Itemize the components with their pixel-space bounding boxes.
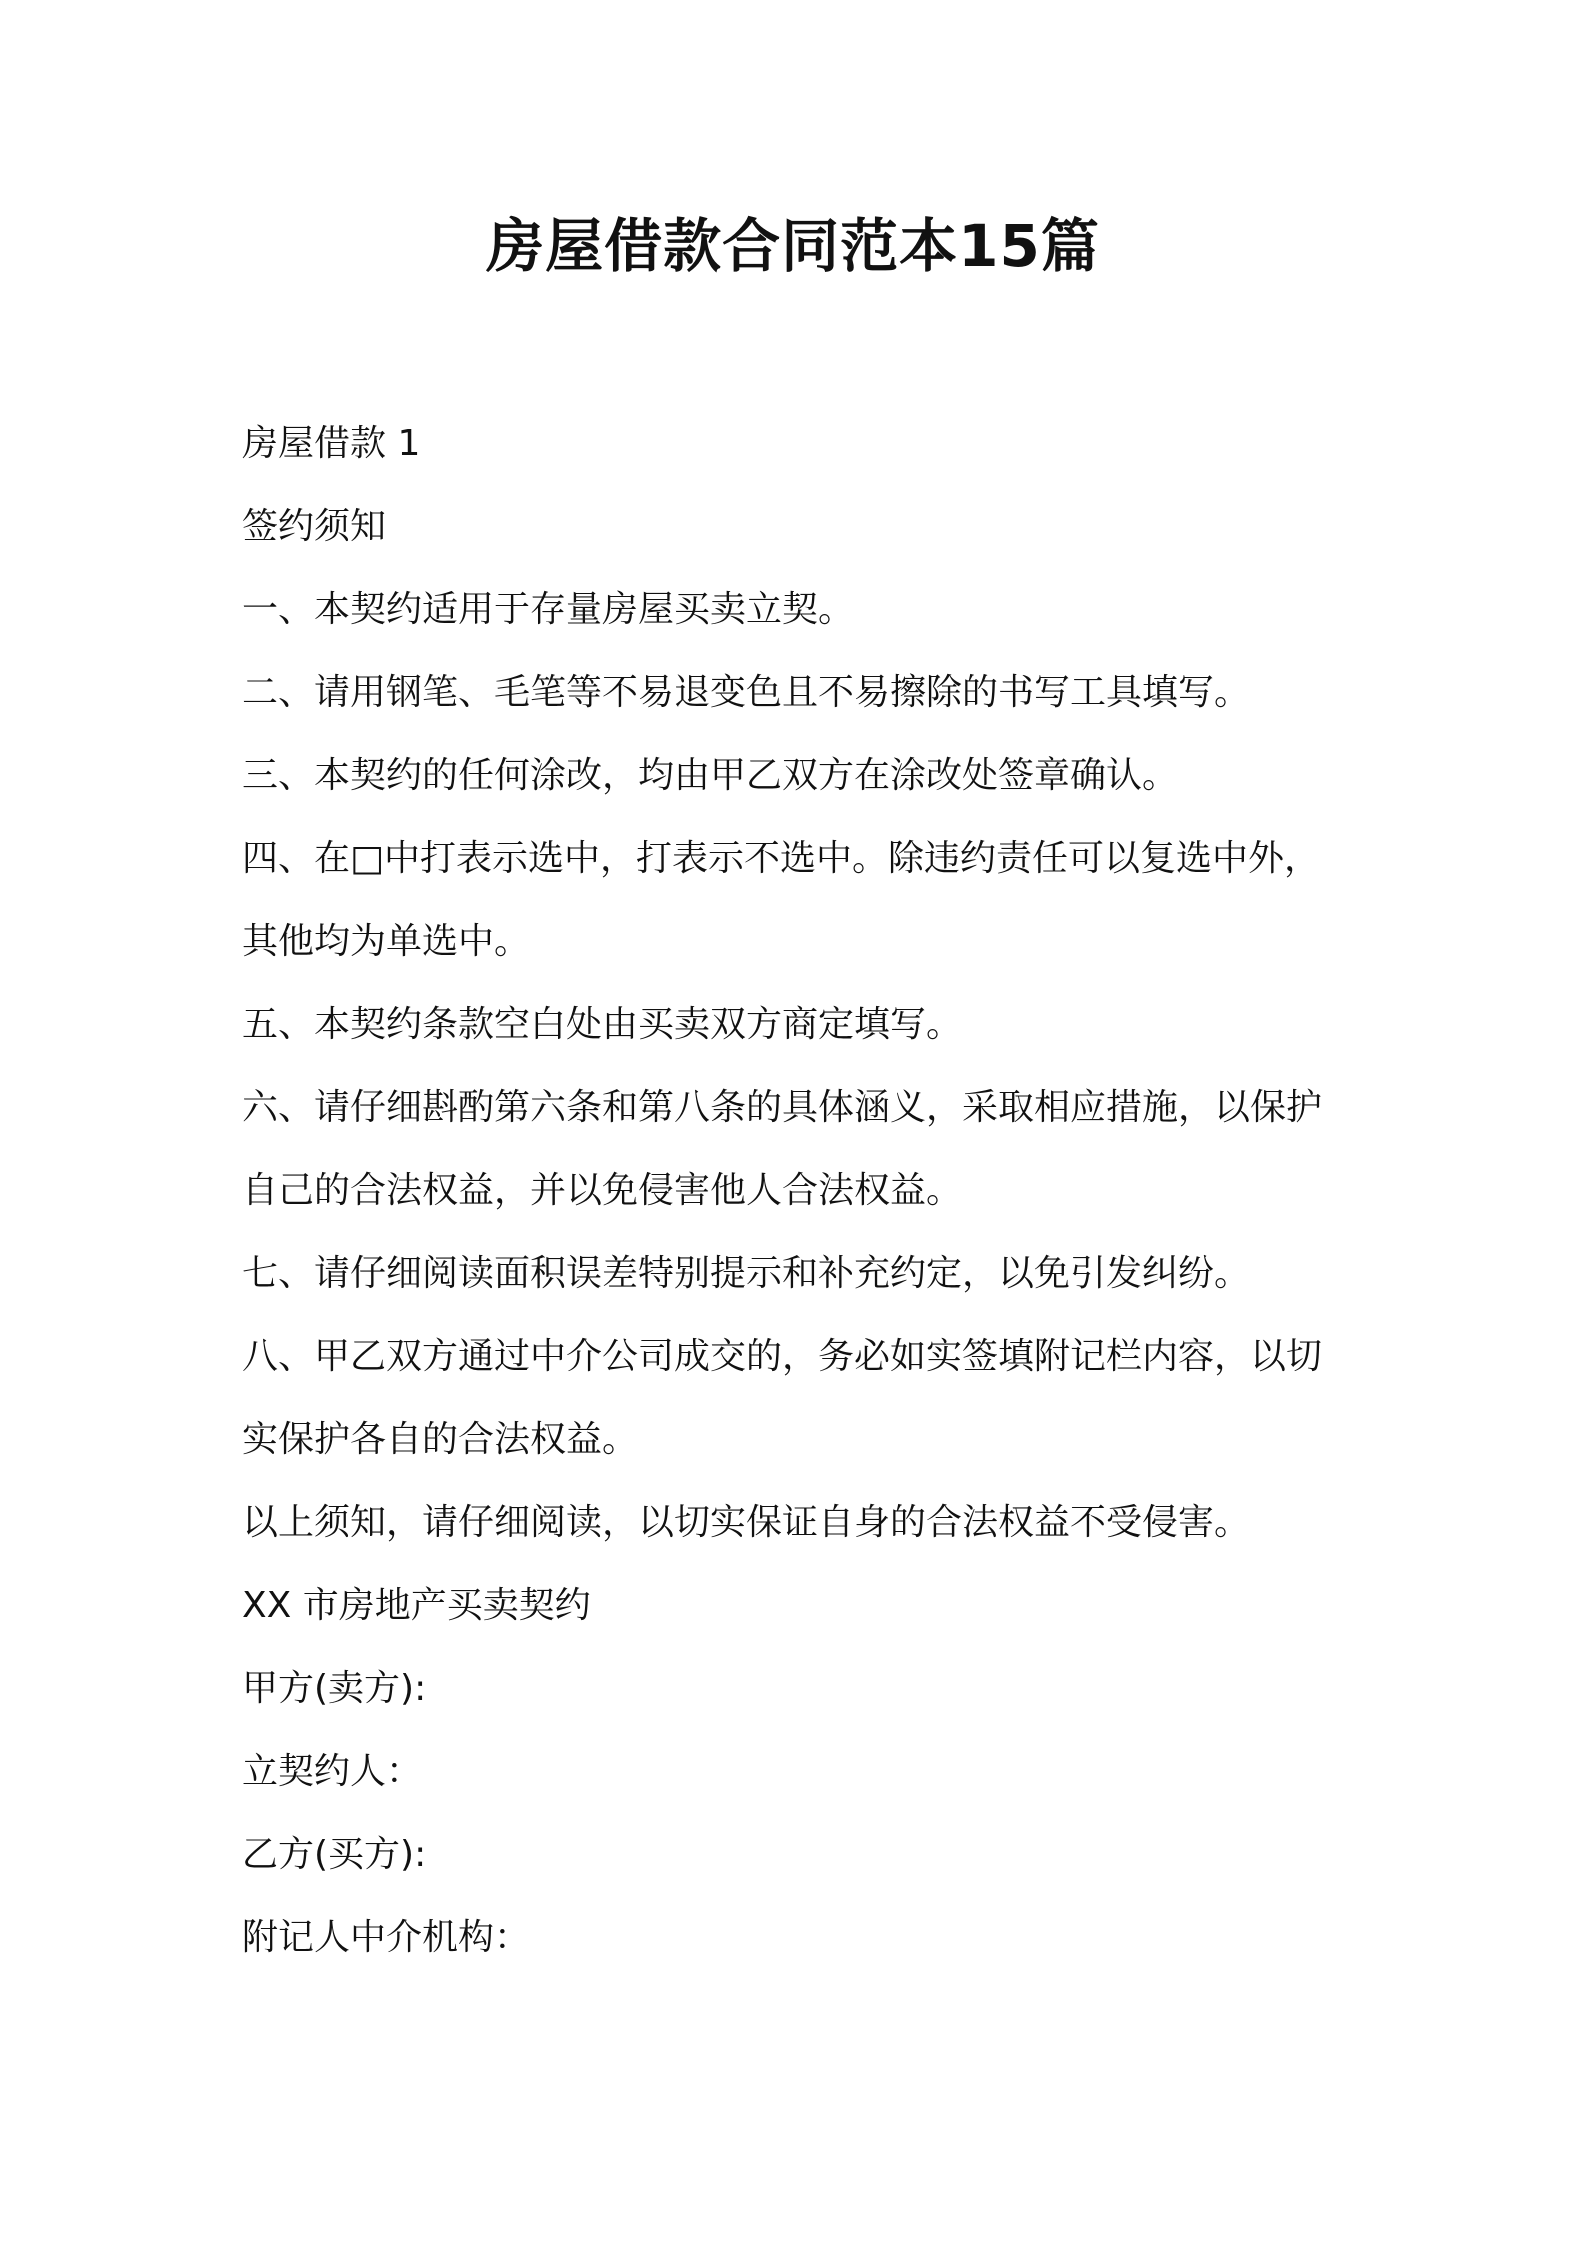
contract-heading: XX 市房地产买卖契约 bbox=[242, 1585, 591, 1626]
notice-item-continued: 自己的合法权益，并以免侵害他人合法权益。 bbox=[242, 1170, 963, 1211]
notice-item: 八、甲乙双方通过中介公司成交的，务必如实签填附记栏内容，以切 bbox=[242, 1336, 1323, 1377]
notice-item: 三、本契约的任何涂改，均由甲乙双方在涂改处签章确认。 bbox=[242, 755, 1179, 796]
notice-summary: 以上须知，请仔细阅读，以切实保证自身的合法权益不受侵害。 bbox=[242, 1502, 1251, 1543]
party-b-label: 乙方(买方): bbox=[242, 1834, 427, 1875]
party-a-label: 甲方(卖方): bbox=[242, 1668, 427, 1709]
contractor-label: 立契约人： bbox=[242, 1751, 423, 1792]
notice-item: 五、本契约条款空白处由买卖双方商定填写。 bbox=[242, 1004, 963, 1045]
document-title: 房屋借款合同范本15篇 bbox=[486, 212, 1100, 280]
notice-item: 四、在□中打表示选中，打表示不选中。除违约责任可以复选中外， bbox=[242, 838, 1321, 879]
notice-item-continued: 其他均为单选中。 bbox=[242, 921, 531, 962]
section-heading: 房屋借款 1 bbox=[242, 423, 421, 464]
notice-item: 一、本契约适用于存量房屋买卖立契。 bbox=[242, 589, 855, 630]
agency-label: 附记人中介机构： bbox=[242, 1917, 531, 1958]
notice-item: 二、请用钢笔、毛笔等不易退变色且不易擦除的书写工具填写。 bbox=[242, 672, 1251, 713]
document-body bbox=[242, 402, 1360, 1979]
notice-heading: 签约须知 bbox=[242, 506, 387, 547]
notice-item: 六、请仔细斟酌第六条和第八条的具体涵义，采取相应措施，以保护 bbox=[242, 1087, 1323, 1128]
notice-item-continued: 实保护各自的合法权益。 bbox=[242, 1419, 639, 1460]
notice-item: 七、请仔细阅读面积误差特别提示和补充约定，以免引发纠纷。 bbox=[242, 1253, 1251, 1294]
